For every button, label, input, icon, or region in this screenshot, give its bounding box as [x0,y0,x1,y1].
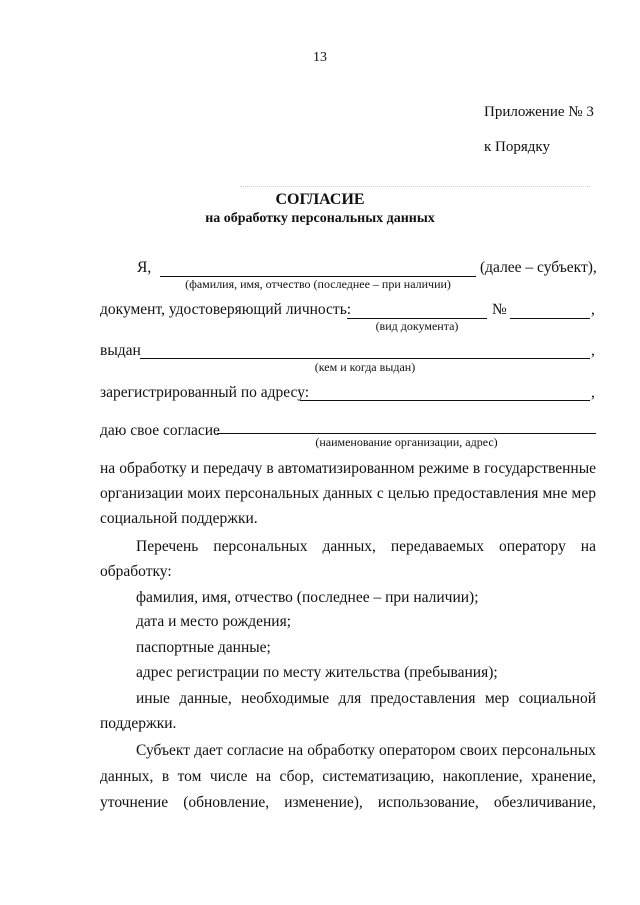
paragraph1-line: на обработку и передачу в автоматизированном режиме в государственные [100,460,596,477]
i-label: Я, [137,259,152,276]
document-type-caption: (вид документа) [375,319,459,333]
subject-suffix: (далее – субъект), [480,259,597,276]
appendix-order: к Порядку [484,139,550,155]
list-item: адрес регистрации по месту жительства (пребывания); [136,664,498,681]
page-number: 13 [313,50,327,65]
list-item-continuation: поддержки. [100,715,177,732]
fio-caption: (фамилия, имя, отчество (последнее – при наличии) [185,277,451,291]
appendix-number: Приложение № 3 [484,104,594,120]
document-subtitle: на обработку персональных данных [205,211,435,226]
list-item: фамилия, имя, отчество (последнее – при наличии); [136,589,479,606]
paragraph2-line: уточнение (обновление, изменение), использование, обезличивание, [100,794,596,811]
document-number-label: № [492,301,507,318]
organization-caption: (наименование организации, адрес) [315,435,498,449]
address-label: зарегистрированный по адресу: [100,384,310,401]
issued-comma: , [591,342,595,359]
address-comma: , [591,384,595,401]
document-label: документ, удостоверяющий личность: [100,301,352,318]
document-title: СОГЛАСИЕ [275,191,365,208]
faint-dotted-line [240,186,590,187]
paragraph1-line: социальной поддержки. [100,510,258,527]
paragraph1-line: организации моих персональных данных с целью предоставления мне мер [100,485,596,502]
issued-label: выдан [100,342,141,359]
issued-input-line[interactable] [140,358,590,359]
organization-input-line[interactable] [217,433,596,434]
list-intro-line: обработку: [100,563,172,580]
consent-label: даю свое согласие [100,422,220,439]
list-intro-line: Перечень персональных данных, передаваемых оператору на [136,538,596,555]
list-item: дата и место рождения; [136,613,292,630]
paragraph2-line: данных, в том числе на сбор, систематизацию, накопление, хранение, [100,768,596,785]
issued-caption: (кем и когда выдан) [314,360,416,374]
list-item: иные данные, необходимые для предоставления мер социальной [136,690,596,707]
address-input-line[interactable] [300,400,590,401]
document-number-input-line[interactable] [510,318,590,319]
document-comma: , [591,301,595,318]
list-item: паспортные данные; [136,639,271,656]
paragraph2-line: Субъект дает согласие на обработку оператором своих персональных [136,742,596,759]
